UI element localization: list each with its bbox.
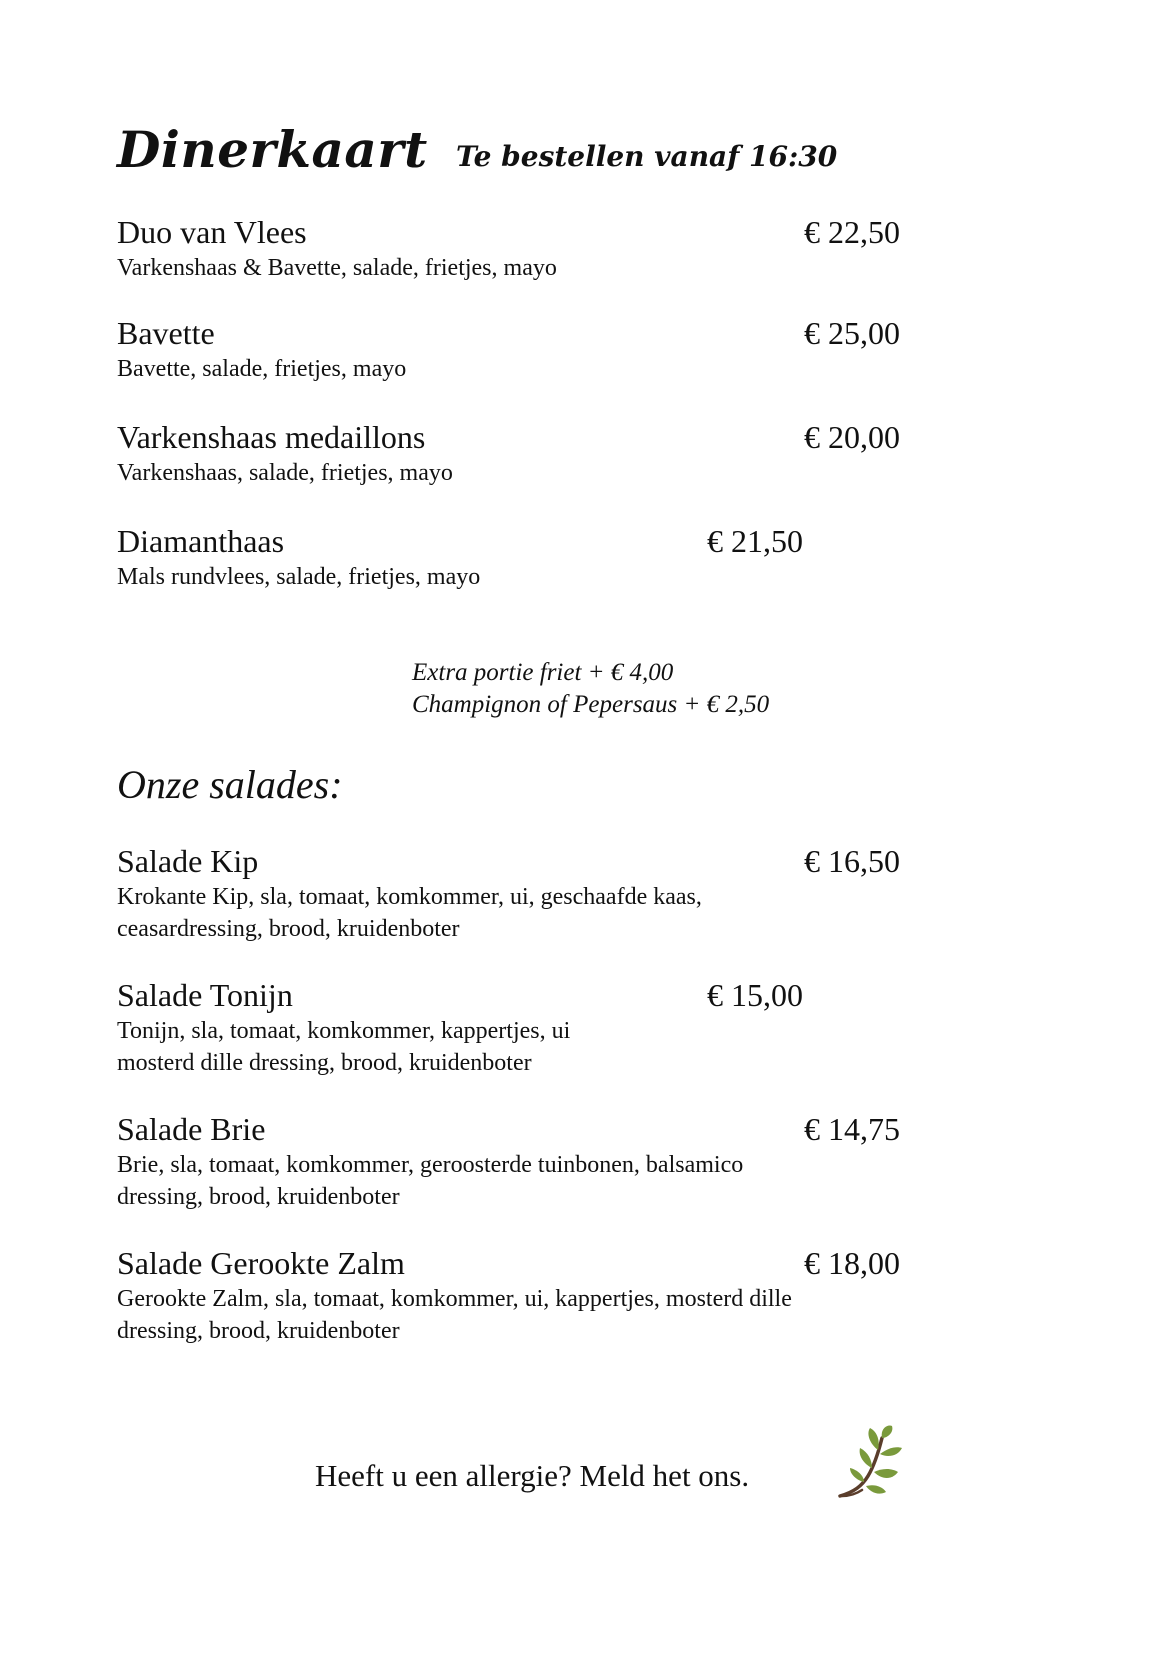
dish-description: Bavette, salade, frietjes, mayo — [117, 356, 407, 382]
dish-name: Duo van Vlees — [117, 214, 307, 250]
salad-description: Krokante Kip, sla, tomaat, komkommer, ui, geschaafde kaas, — [117, 884, 702, 910]
dish-price: € 25,00 — [804, 315, 900, 351]
salad-description: Brie, sla, tomaat, komkommer, geroosterde tuinbonen, balsamico — [117, 1152, 744, 1178]
extras-line: Extra portie friet + € 4,00 — [412, 659, 674, 686]
salad-name: Salade Kip — [117, 843, 259, 879]
dish-description: Varkenshaas & Bavette, salade, frietjes, mayo — [117, 255, 557, 281]
dish-price: € 21,50 — [707, 523, 803, 559]
dish-name: Varkenshaas medaillons — [117, 419, 426, 455]
salads-heading: Onze salades: — [117, 762, 343, 807]
salad-price: € 15,00 — [707, 977, 803, 1013]
salad-description: ceasardressing, brood, kruidenboter — [117, 916, 460, 942]
dish-price: € 20,00 — [804, 419, 900, 455]
dish-price: € 22,50 — [804, 214, 900, 250]
extras-line: Champignon of Pepersaus + € 2,50 — [412, 691, 770, 718]
dish-name: Diamanthaas — [117, 523, 285, 559]
salad-description: mosterd dille dressing, brood, kruidenboter — [117, 1050, 532, 1076]
allergy-note: Heeft u een allergie? Meld het ons. — [315, 1458, 750, 1493]
leaf-branch-icon — [836, 1424, 906, 1500]
dish-description: Mals rundvlees, salade, frietjes, mayo — [117, 564, 481, 590]
salad-description: Tonijn, sla, tomaat, komkommer, kappertjes, ui — [117, 1018, 571, 1044]
order-time-note: Te bestellen vanaf 16:30 — [456, 140, 838, 173]
dish-description: Varkenshaas, salade, frietjes, mayo — [117, 460, 453, 486]
salad-description: Gerookte Zalm, sla, tomaat, komkommer, ui, kappertjes, mosterd dille — [117, 1286, 792, 1312]
salad-description: dressing, brood, kruidenboter — [117, 1318, 400, 1344]
salad-description: dressing, brood, kruidenboter — [117, 1184, 400, 1210]
salad-name: Salade Tonijn — [117, 977, 293, 1013]
salad-price: € 16,50 — [804, 843, 900, 879]
salad-price: € 18,00 — [804, 1245, 900, 1281]
salad-name: Salade Gerookte Zalm — [117, 1245, 405, 1281]
salad-name: Salade Brie — [117, 1111, 266, 1147]
menu-title: Dinerkaart — [117, 120, 428, 179]
dish-name: Bavette — [117, 315, 215, 351]
salad-price: € 14,75 — [804, 1111, 900, 1147]
